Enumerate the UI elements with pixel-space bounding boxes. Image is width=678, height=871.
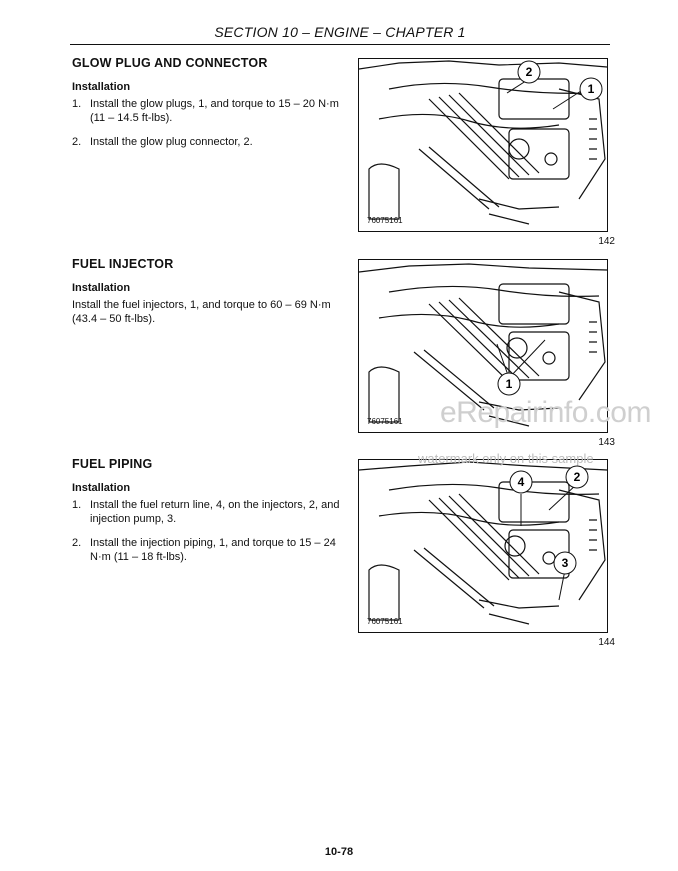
engine-illustration xyxy=(359,460,607,632)
step-item xyxy=(72,135,342,149)
callout-1: 1 xyxy=(587,82,595,96)
section-heading: FUEL INJECTOR xyxy=(72,257,174,271)
section-header: SECTION 10 – ENGINE – CHAPTER 1 xyxy=(214,24,466,40)
figure-number: 142 xyxy=(598,236,615,247)
step-number: 1. xyxy=(72,98,82,110)
page-number: 10-78 xyxy=(324,846,354,858)
watermark-site: eRepairinfo.com xyxy=(440,396,651,429)
step-item xyxy=(72,498,342,526)
step-text: Install the glow plug connector, 2. xyxy=(90,136,253,148)
callout-4: 4 xyxy=(517,475,525,489)
figure-number: 143 xyxy=(598,437,615,448)
section-subheading: Installation xyxy=(72,282,131,294)
figure-glow-plug xyxy=(358,58,608,232)
step-text: Install the glow plugs, 1, and torque to 15 – 20 N·m (11 – 14.5 ft-lbs). xyxy=(90,98,339,124)
callout-2: 2 xyxy=(525,65,533,79)
figure-number: 144 xyxy=(598,637,615,648)
section-heading: FUEL PIPING xyxy=(72,457,153,471)
callout-1: 1 xyxy=(505,377,513,391)
engine-illustration xyxy=(359,59,607,231)
figure-code: 76075161 xyxy=(367,417,403,426)
step-list xyxy=(72,498,342,564)
section-fuel-piping xyxy=(72,457,342,574)
figure-code: 76075161 xyxy=(367,216,403,225)
step-item xyxy=(72,97,342,125)
section-subheading: Installation xyxy=(72,482,131,494)
figure-code: 76075161 xyxy=(367,617,403,626)
step-item xyxy=(72,536,342,564)
section-paragraph: Install the fuel injectors, 1, and torque to 60 – 69 N·m (43.4 – 50 ft-lbs). xyxy=(72,299,331,325)
figure-fuel-piping xyxy=(358,459,608,633)
section-glow-plug xyxy=(72,56,342,159)
step-number: 2. xyxy=(72,136,82,148)
callout-2: 2 xyxy=(573,470,581,484)
section-subheading: Installation xyxy=(72,81,131,93)
step-number: 1. xyxy=(72,499,82,511)
callout-3: 3 xyxy=(561,556,569,570)
step-text: Install the injection piping, 1, and torque to 15 – 24 N·m (11 – 18 ft-lbs). xyxy=(90,537,336,563)
section-fuel-injector xyxy=(72,257,342,326)
step-text: Install the fuel return line, 4, on the injectors, 2, and injection pump, 3. xyxy=(90,499,340,525)
step-number: 2. xyxy=(72,537,82,549)
header-divider xyxy=(70,44,610,45)
section-heading: GLOW PLUG AND CONNECTOR xyxy=(72,56,268,70)
watermark-note: watermark only on this sample xyxy=(418,451,594,466)
step-list xyxy=(72,97,342,149)
